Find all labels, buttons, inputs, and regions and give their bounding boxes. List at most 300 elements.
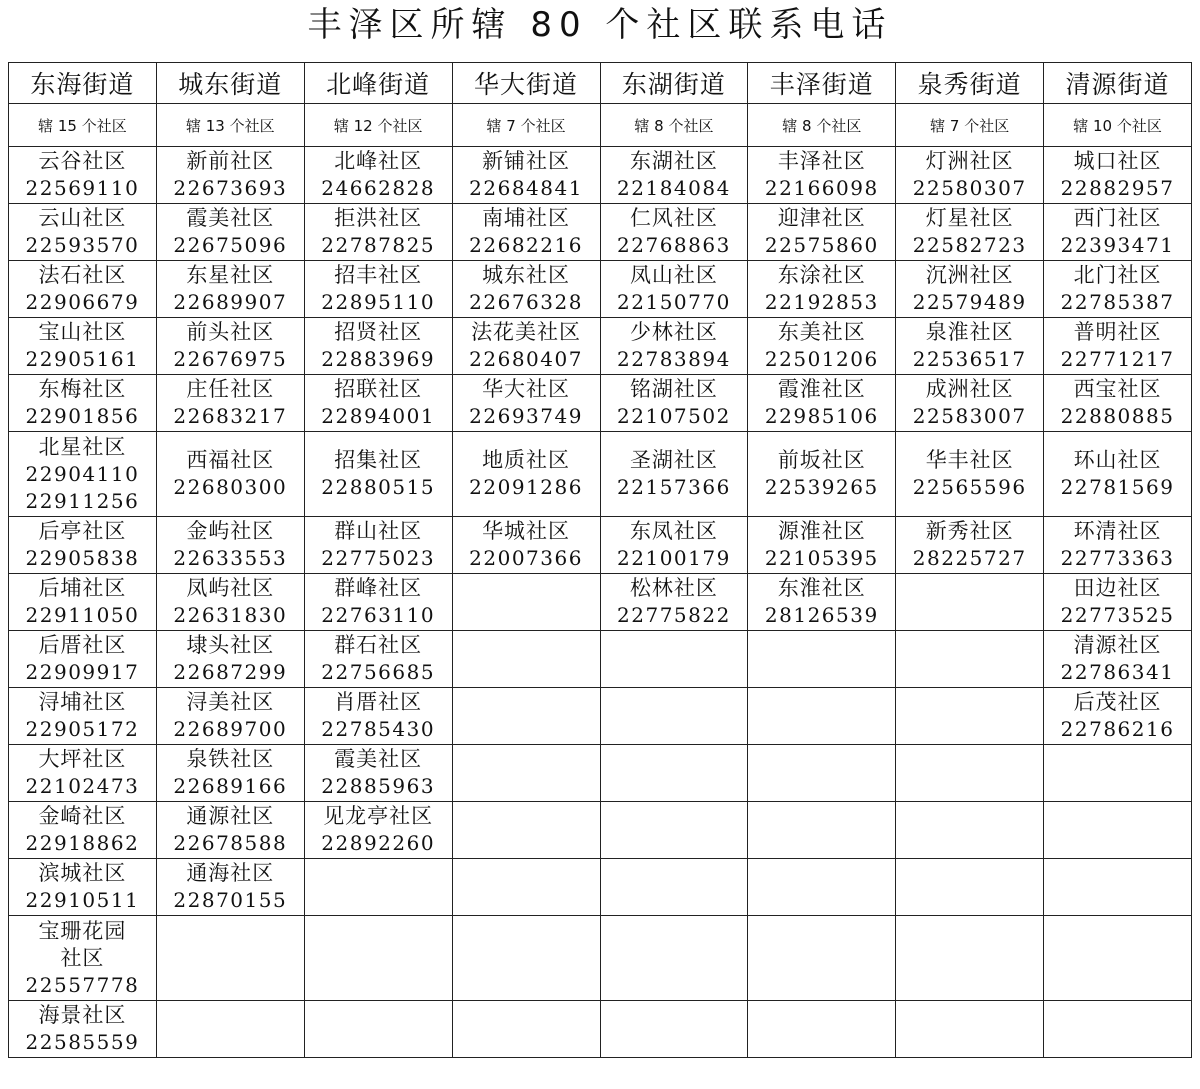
community-phone: 22689166: [173, 774, 288, 798]
community-cell: [452, 1001, 600, 1058]
community-name: 西福社区: [186, 448, 275, 472]
community-cell: [304, 802, 452, 859]
community-phone: 22773525: [1060, 603, 1175, 627]
community-name: 华丰社区: [925, 448, 1014, 472]
community-phone: 22100179: [617, 546, 731, 570]
community-cell: [452, 318, 600, 375]
community-name: 法石社区: [38, 263, 127, 287]
community-cell: [9, 688, 157, 745]
community-phone: 22676975: [173, 347, 288, 371]
community-cell: [452, 574, 600, 631]
table-row: [9, 802, 1192, 859]
community-cell: [156, 802, 304, 859]
community-name: 铭湖社区: [629, 377, 718, 401]
community-phone: 22569110: [25, 176, 140, 200]
community-cell: [748, 688, 896, 745]
table-row: [9, 147, 1192, 204]
community-name: 北峰社区: [334, 149, 423, 173]
community-name: 新秀社区: [925, 519, 1014, 543]
community-cell: [9, 802, 157, 859]
community-name: 宝珊花园: [38, 918, 127, 943]
community-cell: [896, 517, 1044, 574]
community-cell: [748, 204, 896, 261]
community-cell: [600, 916, 748, 1001]
community-name: 圣湖社区: [629, 448, 718, 472]
community-phone: 22894001: [321, 404, 436, 428]
community-phone: 22150770: [617, 290, 731, 314]
street-header: 东湖街道: [600, 63, 748, 104]
community-name: 迎津社区: [777, 206, 866, 230]
community-name: 新铺社区: [482, 149, 571, 173]
community-name: 南埔社区: [482, 206, 571, 230]
community-name: 群山社区: [334, 519, 423, 543]
community-cell: [1044, 432, 1192, 517]
community-cell: [600, 204, 748, 261]
table-row: [9, 574, 1192, 631]
community-name: 通海社区: [186, 861, 275, 885]
community-cell: [156, 916, 304, 1001]
community-cell: [896, 631, 1044, 688]
community-phone: 22565596: [912, 475, 1027, 499]
community-phone: 22756685: [321, 660, 436, 684]
community-cell: [896, 147, 1044, 204]
community-cell: [9, 916, 157, 1001]
community-cell: [304, 261, 452, 318]
community-cell: [1044, 1001, 1192, 1058]
community-cell: [304, 1001, 452, 1058]
community-name: 东淮社区: [777, 576, 866, 600]
community-phone: 24662828: [321, 176, 436, 200]
community-cell: [156, 375, 304, 432]
community-name: 后亭社区: [38, 519, 127, 543]
community-name: 见龙亭社区: [323, 804, 434, 828]
community-name: 云山社区: [38, 206, 127, 230]
community-phone: 22678588: [173, 831, 288, 855]
community-phone: 22880515: [321, 475, 436, 499]
community-phone: 22911256: [25, 488, 140, 513]
community-cell: [304, 688, 452, 745]
community-cell: [304, 517, 452, 574]
community-cell: [9, 859, 157, 916]
community-phone: 22583007: [912, 404, 1027, 428]
community-name: 普明社区: [1073, 320, 1162, 344]
table-row: [9, 318, 1192, 375]
community-cell: [156, 204, 304, 261]
community-cell: [304, 432, 452, 517]
community-phone: 22539265: [764, 475, 879, 499]
community-cell: [304, 574, 452, 631]
community-name: 丰泽社区: [777, 149, 866, 173]
table-row: [9, 261, 1192, 318]
community-name: 西门社区: [1073, 206, 1162, 230]
community-cell: [452, 631, 600, 688]
community-cell: [600, 318, 748, 375]
community-name: 田边社区: [1073, 576, 1162, 600]
community-cell: [896, 432, 1044, 517]
community-name: 招集社区: [334, 448, 423, 472]
document-title: 丰泽区所辖 80 个社区联系电话: [307, 5, 893, 45]
community-cell: [1044, 318, 1192, 375]
community-name: 社区: [60, 945, 105, 970]
community-name: 霞美社区: [186, 206, 275, 230]
community-cell: [748, 432, 896, 517]
community-cell: [896, 574, 1044, 631]
table-row: [9, 375, 1192, 432]
community-cell: [1044, 916, 1192, 1001]
community-cell: [748, 517, 896, 574]
community-phone: 22785430: [321, 717, 436, 741]
community-name: 招丰社区: [334, 263, 423, 287]
street-header: 清源街道: [1044, 63, 1192, 104]
community-name: 霞淮社区: [777, 377, 866, 401]
community-phone: 22885963: [321, 774, 436, 798]
community-table-body: [9, 147, 1192, 1058]
community-phone: 22775822: [617, 603, 731, 627]
community-name: 群峰社区: [334, 576, 423, 600]
community-name: 西宝社区: [1073, 377, 1162, 401]
community-cell: [156, 318, 304, 375]
community-name: 东涂社区: [777, 263, 866, 287]
community-cell: [452, 802, 600, 859]
community-name: 肖厝社区: [334, 690, 423, 714]
community-cell: [9, 745, 157, 802]
community-cell: [896, 261, 1044, 318]
community-phone: 22870155: [173, 888, 288, 912]
community-phone: 22905161: [25, 347, 140, 371]
community-phone: 22631830: [173, 603, 288, 627]
community-phone: 22693749: [469, 404, 583, 428]
street-header-row: [9, 63, 1192, 104]
community-name: 招贤社区: [334, 320, 423, 344]
community-cell: [156, 147, 304, 204]
community-cell: [896, 375, 1044, 432]
community-name: 凤山社区: [629, 263, 718, 287]
community-name: 灯洲社区: [925, 149, 1014, 173]
community-phone: 22501206: [764, 347, 879, 371]
community-cell: [600, 802, 748, 859]
community-cell: [748, 375, 896, 432]
community-name: 金崎社区: [38, 804, 127, 828]
community-cell: [452, 204, 600, 261]
community-phone: 22906679: [25, 290, 140, 314]
community-cell: [1044, 375, 1192, 432]
community-cell: [896, 204, 1044, 261]
community-name: 群石社区: [334, 633, 423, 657]
street-header: 东海街道: [9, 63, 157, 104]
community-phone: 22905838: [25, 546, 140, 570]
community-phone: 22192853: [764, 290, 879, 314]
community-phone: 22687299: [173, 660, 288, 684]
community-phone: 22773363: [1060, 546, 1175, 570]
community-cell: [896, 318, 1044, 375]
community-phone: 22582723: [912, 233, 1027, 257]
community-phone: 22102473: [25, 774, 140, 798]
community-name: 大坪社区: [38, 747, 127, 771]
community-name: 前坂社区: [777, 448, 866, 472]
community-cell: [1044, 261, 1192, 318]
community-cell: [896, 802, 1044, 859]
community-name: 环清社区: [1073, 519, 1162, 543]
community-phone: 22675096: [173, 233, 288, 257]
community-cell: [304, 318, 452, 375]
community-name: 法花美社区: [471, 320, 582, 344]
community-cell: [1044, 147, 1192, 204]
community-phone: 22676328: [469, 290, 583, 314]
community-count: 辖 8 个社区: [600, 104, 748, 147]
community-name: 城东社区: [482, 263, 571, 287]
community-count: 辖 15 个社区: [9, 104, 157, 147]
community-name: 泉淮社区: [925, 320, 1014, 344]
community-phone: 22091286: [469, 475, 583, 499]
community-cell: [1044, 631, 1192, 688]
community-phone: 22680300: [173, 475, 288, 499]
community-phone: 22783894: [617, 347, 731, 371]
community-cell: [748, 574, 896, 631]
community-cell: [452, 745, 600, 802]
community-count: 辖 7 个社区: [896, 104, 1044, 147]
community-phone: 22775023: [321, 546, 436, 570]
community-cell: [304, 375, 452, 432]
community-phone: 22633553: [173, 546, 288, 570]
community-cell: [156, 859, 304, 916]
community-count-row: [9, 104, 1192, 147]
community-cell: [9, 261, 157, 318]
community-phone: 22107502: [617, 404, 731, 428]
community-phone-table: [8, 62, 1192, 1058]
community-name: 松林社区: [629, 576, 718, 600]
community-phone: 22785387: [1060, 290, 1175, 314]
community-cell: [600, 745, 748, 802]
community-phone: 22781569: [1060, 475, 1175, 499]
community-cell: [156, 517, 304, 574]
community-phone: 22895110: [321, 290, 436, 314]
community-phone: 22166098: [764, 176, 879, 200]
community-phone: 22882957: [1060, 176, 1175, 200]
community-cell: [452, 916, 600, 1001]
community-count: 辖 13 个社区: [156, 104, 304, 147]
community-phone: 22880885: [1060, 404, 1175, 428]
community-cell: [748, 745, 896, 802]
community-phone: 22909917: [25, 660, 140, 684]
community-name: 华大社区: [482, 377, 571, 401]
community-cell: [304, 631, 452, 688]
community-name: 北星社区: [38, 434, 127, 459]
community-phone: 22883969: [321, 347, 436, 371]
community-name: 招联社区: [334, 377, 423, 401]
community-name: 北门社区: [1073, 263, 1162, 287]
community-name: 宝山社区: [38, 320, 127, 344]
community-phone: 22892260: [321, 831, 436, 855]
community-cell: [1044, 745, 1192, 802]
community-cell: [9, 147, 157, 204]
community-name: 后厝社区: [38, 633, 127, 657]
community-cell: [600, 375, 748, 432]
community-phone: 22557778: [25, 972, 140, 997]
community-cell: [896, 916, 1044, 1001]
community-cell: [748, 916, 896, 1001]
community-phone: 28225727: [912, 546, 1027, 570]
community-phone: 22593570: [25, 233, 140, 257]
community-cell: [304, 916, 452, 1001]
community-cell: [600, 517, 748, 574]
community-cell: [156, 432, 304, 517]
community-name: 源淮社区: [777, 519, 866, 543]
community-cell: [304, 147, 452, 204]
community-cell: [600, 859, 748, 916]
community-cell: [600, 261, 748, 318]
community-cell: [156, 688, 304, 745]
community-name: 拒洪社区: [334, 206, 423, 230]
community-phone: 22786341: [1060, 660, 1175, 684]
table-row: [9, 745, 1192, 802]
community-cell: [600, 574, 748, 631]
community-cell: [748, 631, 896, 688]
community-name: 霞美社区: [334, 747, 423, 771]
table-row: [9, 859, 1192, 916]
community-cell: [1044, 574, 1192, 631]
community-phone: 22901856: [25, 404, 140, 428]
community-cell: [748, 802, 896, 859]
community-cell: [156, 261, 304, 318]
community-cell: [896, 859, 1044, 916]
community-phone: 22689907: [173, 290, 288, 314]
community-cell: [748, 147, 896, 204]
community-phone: 22157366: [617, 475, 731, 499]
community-cell: [452, 688, 600, 745]
table-row: [9, 204, 1192, 261]
community-name: 东梅社区: [38, 377, 127, 401]
community-name: 云谷社区: [38, 149, 127, 173]
community-name: 滨城社区: [38, 861, 127, 885]
community-cell: [1044, 688, 1192, 745]
community-phone: 22911050: [25, 603, 140, 627]
community-cell: [896, 1001, 1044, 1058]
community-name: 地质社区: [482, 448, 571, 472]
community-name: 灯星社区: [925, 206, 1014, 230]
table-row: [9, 631, 1192, 688]
community-cell: [452, 517, 600, 574]
community-phone: 22689700: [173, 717, 288, 741]
community-phone: 22910511: [25, 888, 140, 912]
table-row: [9, 688, 1192, 745]
community-phone: 22105395: [764, 546, 879, 570]
community-phone: 22579489: [912, 290, 1027, 314]
community-name: 后茂社区: [1073, 690, 1162, 714]
street-header: 丰泽街道: [748, 63, 896, 104]
community-phone: 22771217: [1060, 347, 1175, 371]
community-cell: [600, 688, 748, 745]
community-cell: [156, 745, 304, 802]
community-cell: [9, 1001, 157, 1058]
community-phone: 22763110: [321, 603, 436, 627]
community-cell: [156, 574, 304, 631]
community-cell: [9, 318, 157, 375]
community-cell: [748, 261, 896, 318]
community-phone: 22007366: [469, 546, 583, 570]
community-name: 通源社区: [186, 804, 275, 828]
street-header: 泉秀街道: [896, 63, 1044, 104]
community-cell: [1044, 802, 1192, 859]
community-phone: 22536517: [912, 347, 1027, 371]
community-cell: [9, 432, 157, 517]
community-name: 成洲社区: [925, 377, 1014, 401]
community-cell: [896, 745, 1044, 802]
community-cell: [452, 859, 600, 916]
community-phone: 22580307: [912, 176, 1027, 200]
community-count: 辖 8 个社区: [748, 104, 896, 147]
community-cell: [600, 432, 748, 517]
community-name: 东湖社区: [629, 149, 718, 173]
community-name: 少林社区: [629, 320, 718, 344]
community-cell: [452, 432, 600, 517]
community-name: 东美社区: [777, 320, 866, 344]
community-count: 辖 12 个社区: [304, 104, 452, 147]
community-phone: 22768863: [617, 233, 731, 257]
community-name: 新前社区: [186, 149, 275, 173]
community-name: 泉铁社区: [186, 747, 275, 771]
community-cell: [1044, 517, 1192, 574]
community-cell: [748, 859, 896, 916]
community-cell: [9, 204, 157, 261]
community-cell: [452, 375, 600, 432]
community-cell: [452, 261, 600, 318]
community-phone: 22393471: [1060, 233, 1175, 257]
community-count: 辖 7 个社区: [452, 104, 600, 147]
community-cell: [1044, 859, 1192, 916]
community-phone: 22786216: [1060, 717, 1175, 741]
community-name: 环山社区: [1073, 448, 1162, 472]
community-cell: [156, 1001, 304, 1058]
community-cell: [452, 147, 600, 204]
community-phone: 22683217: [173, 404, 288, 428]
community-name: 东星社区: [186, 263, 275, 287]
table-row: [9, 517, 1192, 574]
community-phone: 22680407: [469, 347, 583, 371]
community-phone: 22682216: [469, 233, 583, 257]
community-phone: 22904110: [25, 461, 140, 486]
community-name: 东凤社区: [629, 519, 718, 543]
community-count: 辖 10 个社区: [1044, 104, 1192, 147]
street-header: 北峰街道: [304, 63, 452, 104]
community-phone: 22905172: [25, 717, 140, 741]
community-name: 前头社区: [186, 320, 275, 344]
community-phone: 28126539: [764, 603, 879, 627]
community-name: 城口社区: [1073, 149, 1162, 173]
community-cell: [748, 318, 896, 375]
community-cell: [896, 688, 1044, 745]
street-header: 华大街道: [452, 63, 600, 104]
community-cell: [748, 1001, 896, 1058]
community-name: 庄任社区: [186, 377, 275, 401]
table-row: [9, 916, 1192, 1001]
community-cell: [9, 517, 157, 574]
community-phone: 22985106: [764, 404, 879, 428]
street-header: 城东街道: [156, 63, 304, 104]
community-name: 金屿社区: [186, 519, 275, 543]
community-cell: [600, 631, 748, 688]
community-name: 仁风社区: [629, 206, 718, 230]
community-name: 浔美社区: [186, 690, 275, 714]
community-cell: [304, 204, 452, 261]
community-cell: [1044, 204, 1192, 261]
community-cell: [9, 574, 157, 631]
community-name: 后埔社区: [38, 576, 127, 600]
table-row: [9, 1001, 1192, 1058]
community-name: 凤屿社区: [186, 576, 275, 600]
community-phone: 22575860: [764, 233, 879, 257]
community-cell: [9, 631, 157, 688]
community-cell: [600, 1001, 748, 1058]
